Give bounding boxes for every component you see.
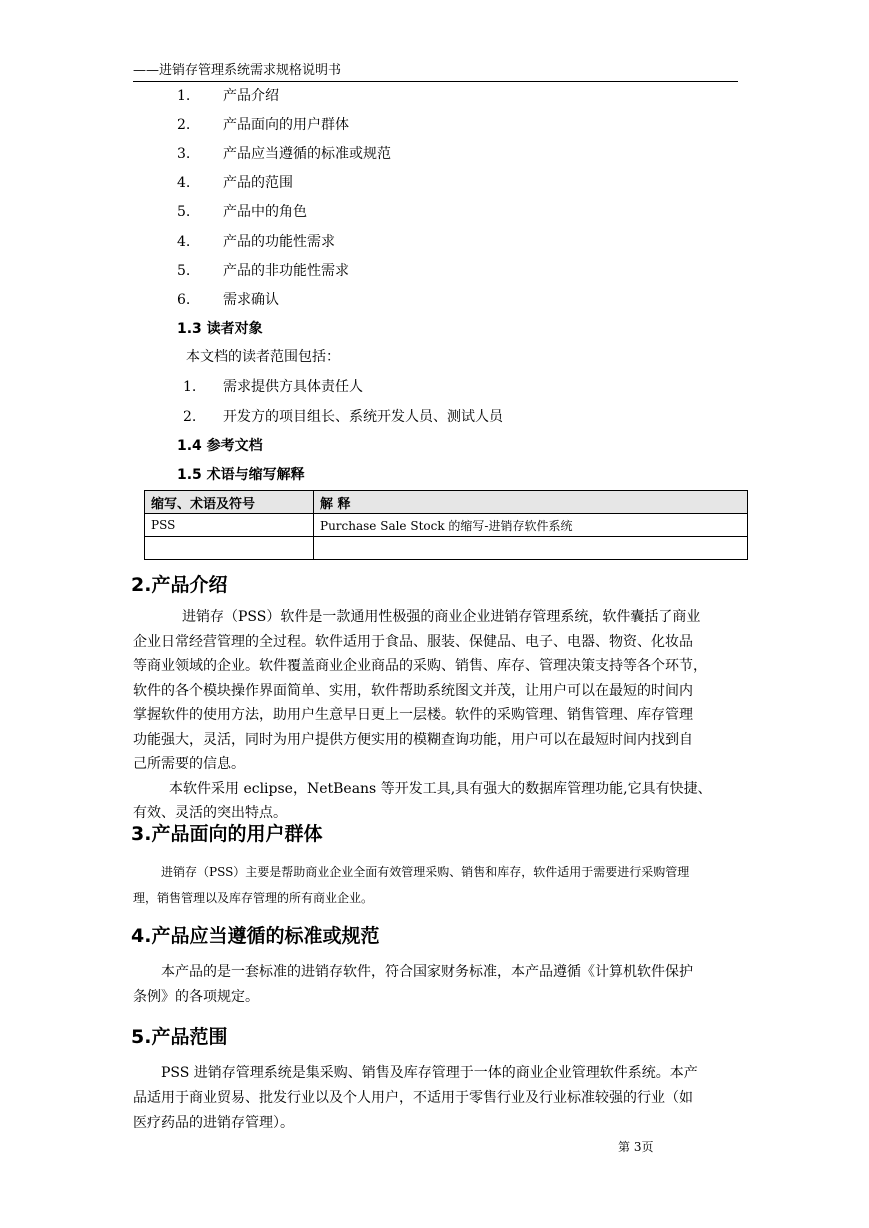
- section-heading-2: 2.产品介绍: [131, 574, 228, 596]
- section-heading-5: 5.产品范围: [131, 1026, 228, 1048]
- table-cell: [314, 537, 748, 560]
- toc-item: 2. 产品面向的用户群体: [177, 117, 349, 133]
- table-cell: Purchase Sale Stock 的缩写-进销存软件系统: [314, 514, 748, 537]
- paragraph-line: 本软件采用 eclipse，NetBeans 等开发工具,具有强大的数据库管理功能,它具有快捷、: [169, 780, 712, 797]
- paragraph-line: 软件的各个模块操作界面简单、实用，软件帮助系统图文并茂，让用户可以在最短的时间内: [133, 682, 693, 699]
- section-heading-1-4: 1.4 参考文档: [177, 438, 263, 454]
- section-heading-1-5: 1.5 术语与缩写解释: [177, 467, 305, 483]
- toc-item: 4. 产品的功能性需求: [177, 234, 335, 250]
- paragraph-line: 进销存（PSS）主要是帮助商业企业全面有效管理采购、销售和库存，软件适用于需要进行采购管理: [161, 865, 690, 879]
- section-5-body: [133, 1061, 739, 1136]
- paragraph-line: 品适用于商业贸易、批发行业以及个人用户，不适用于零售行业及行业标准较强的行业（如: [133, 1090, 693, 1106]
- toc-item: 1. 产品介绍: [177, 88, 279, 104]
- paragraph-line: 掌握软件的使用方法，助用户生意早日更上一层楼。软件的采购管理、销售管理、库存管理: [133, 707, 693, 723]
- paragraph-line: 理，销售管理以及库存管理的所有商业企业。: [133, 891, 374, 905]
- paragraph-line: 进销存（PSS）软件是一款通用性极强的商业企业进销存管理系统，软件囊括了商业: [182, 609, 701, 625]
- running-header: ——进销存管理系统需求规格说明书: [133, 63, 342, 78]
- paragraph-line: 功能强大，灵活，同时为用户提供方便实用的模糊查询功能，用户可以在最短时间内找到自: [133, 731, 693, 748]
- paragraph-line: PSS 进销存管理系统是集采购、销售及库存管理于一体的商业企业管理软件系统。本产: [161, 1065, 698, 1081]
- table-header-cell: 解 释: [314, 491, 748, 514]
- toc-item: 5. 产品中的角色: [177, 204, 307, 220]
- toc-item: 5. 产品的非功能性需求: [177, 263, 349, 279]
- section-2-body: [133, 605, 739, 826]
- paragraph-line: 有效、灵活的突出特点。: [133, 805, 287, 821]
- table-row: [145, 537, 748, 560]
- section-heading-3: 3.产品面向的用户群体: [131, 823, 323, 845]
- section-3-body: [133, 859, 739, 911]
- paragraph-line: 己所需要的信息。: [133, 756, 245, 772]
- paragraph-line: 条例》的各项规定。: [133, 989, 259, 1005]
- table-header-cell: 缩写、术语及符号: [145, 491, 314, 514]
- reader-list-item: 2. 开发方的项目组长、系统开发人员、测试人员: [183, 409, 503, 425]
- paragraph-line: 医疗药品的进销存管理）。: [133, 1115, 294, 1131]
- table-header-row: [145, 491, 748, 514]
- paragraph-line: 企业日常经营管理的全过程。软件适用于食品、服装、保健品、电子、电器、物资、化妆品: [133, 633, 693, 650]
- section-heading-1-3: 1.3 读者对象: [177, 321, 263, 337]
- page-number: 第 3页: [618, 1140, 654, 1154]
- table-cell: PSS: [145, 514, 314, 537]
- header-rule: [133, 81, 738, 82]
- paragraph-line: 本产品的是一套标准的进销存软件，符合国家财务标准，本产品遵循《计算机软件保护: [161, 964, 693, 980]
- table-cell: [145, 537, 314, 560]
- terms-table: [144, 490, 748, 560]
- paragraph-line: 等商业领域的企业。软件覆盖商业企业商品的采购、销售、库存、管理决策支持等各个环节，: [133, 658, 707, 674]
- section-heading-4: 4.产品应当遵循的标准或规范: [131, 925, 380, 947]
- reader-list-item: 1. 需求提供方具体责任人: [183, 379, 363, 395]
- section-4-body: [133, 960, 739, 1010]
- toc-item: 3. 产品应当遵循的标准或规范: [177, 146, 391, 162]
- toc-item: 6. 需求确认: [177, 292, 279, 308]
- toc-item: 4. 产品的范围: [177, 175, 293, 191]
- table-row: [145, 514, 748, 537]
- readers-intro: 本文档的读者范围包括：: [186, 349, 340, 365]
